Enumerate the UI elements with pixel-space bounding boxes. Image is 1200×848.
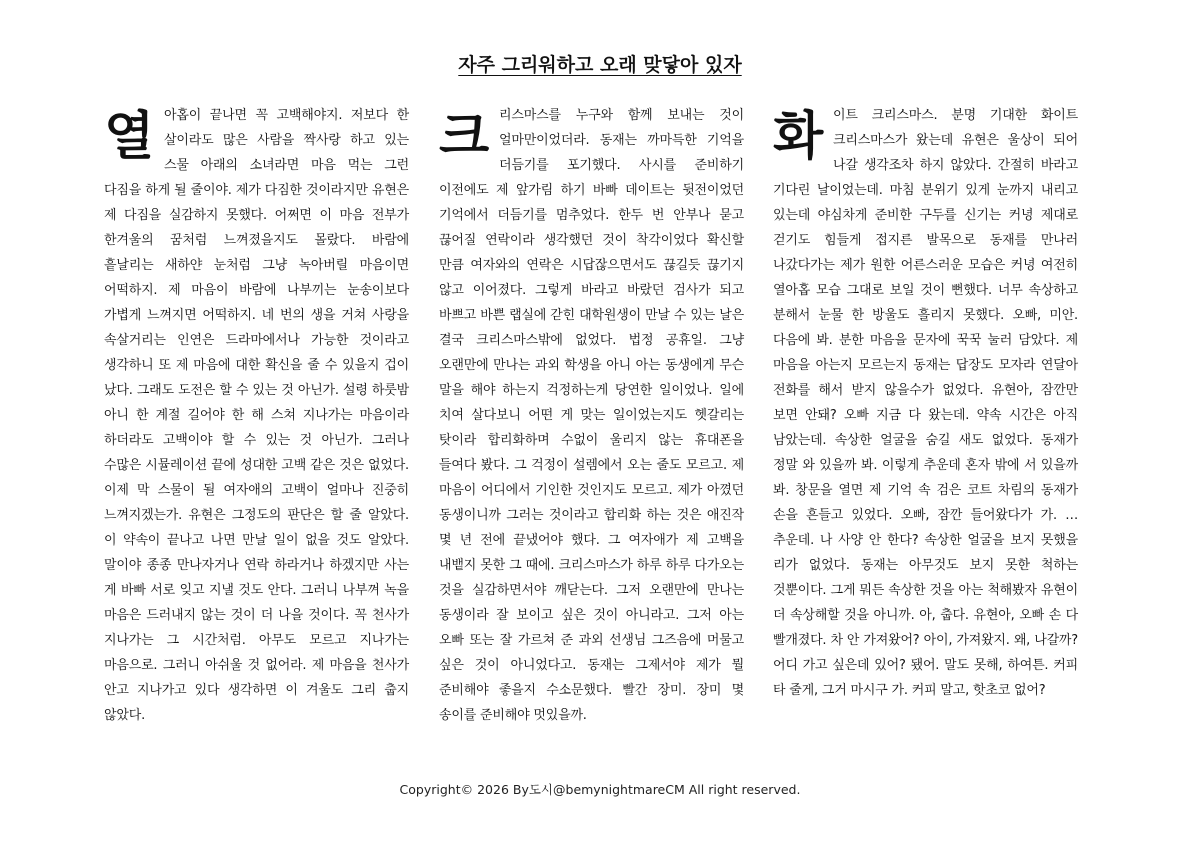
- story-column-3: [773, 103, 1078, 703]
- drop-cap-letter: 크: [439, 107, 490, 167]
- drop-cap-letter: 화: [773, 107, 824, 167]
- drop-cap-letter: 열: [104, 107, 155, 167]
- title-text: 자주 그리워하고 오래 맞닿아 있자: [458, 54, 742, 76]
- column-text: 리스마스를 누구와 함께 보내는 것이 얼마만이었더라. 동재는 까마득한 기억을 더듬기를 포기했다. 사시를 준비하기 이전에도 제 앞가림 하기 바빠 데이트는 뒷전이었던 기억에서 더듬기를 멈추었다. 한두 번 안부나 묻고 끊어질 연락이라 생각했던 것이 착각이었다 확신할 만큼 여자와의 연락은 시답잖으면서도 끊길듯 끊기지 않고 이어졌다. 그렇게 바라고 바랐던 검사가 되고 바쁘고 바쁜 랩실에 갇힌 대학원생이 만날 수 있는 날은 결국 크리스마스밖에 없었다. 법정 공휴일. 그냥 오랜만에 만나는 과외 학생을 아니 아는 동생에게 무슨 말을 해야 하는지 걱정하는게 당연한 일이었나. 일에 치여 살다보니 어떤 게 맞는 일이었는지도 헷갈리는 탓이라 합리화하며 수없이 울리지 않는 휴대폰을 들여다 봤다. 그 걱정이 설렘에서 오는 줄도 모르고. 제 마음이 어디에서 기인한 것인지도 모르고. 제가 아꼈던 동생이니까 그러는 것이라고 합리화 하는 것은 애진작 몇 년 전에 끝냈어야 했다. 그 여자애가 제 고백을 내뱉지 못한 그 때에. 크리스마스가 하루 하루 다가오는 것을 실감하면서야 깨닫는다. 그저 오랜만에 만나는 동생이라 잘 보이고 싶은 것이 아니라고. 그저 아는 오빠 또는 잘 가르쳐 준 과외 선생님 그즈음에 머물고 싶은 것이 아니었다고. 동재는 그제서야 제가 뭘 준비해야 좋을지 수소문했다. 빨간 장미. 장미 몇 송이를 준비해야 멋있을까.: [439, 108, 744, 723]
- column-text: 이트 크리스마스. 분명 기대한 화이트 크리스마스가 왔는데 유현은 울상이 되어 나갈 생각조차 하지 않았다. 간절히 바라고 기다린 날이었는데. 마침 분위기 있게 눈까지 내리고 있는데 야심차게 준비한 구두를 신기는 커녕 제대로 걷기도 힘들게 접지른 발목으로 동재를 만나러 나갔다가는 제가 원한 어른스러운 모습은 커녕 여전히 열아홉 모습 그대로 보일 것이 뻔했다. 너무 속상하고 분해서 눈물 한 방울도 흘리지 못했다. 오빠, 미안. 다음에 봐. 분한 마음을 문자에 꾹꾹 눌러 담았다. 제 마음을 아는지 모르는지 동재는 답장도 모자라 연달아 전화를 해서 받지 않을수가 없었다. 유현아, 잠깐만 보면 안돼? 오빠 지금 다 왔는데. 약속 시간은 아직 남았는데. 속상한 얼굴을 숨길 새도 없었다. 동재가 정말 와 있을까 봐. 이렇게 추운데 혼자 밖에 서 있을까 봐. 창문을 열면 제 기억 속 검은 코트 차림의 동재가 손을 흔들고 있었다. 오빠, 잠깐 들어왔다가 가. …추운데. 나 사양 안 한다? 속상한 얼굴을 보지 못했을 리가 없었다. 동재는 아무것도 보지 못한 척하는 것뿐이다. 그게 뭐든 속상한 것을 아는 척해봤자 유현이 더 속상해할 것을 아니까. 아, 춥다. 유현아, 오빠 손 다 빨개졌다. 차 안 가져왔어? 아이, 가져왔지. 왜, 나갈까? 어디 가고 싶은데 있어? 됐어. 말도 못해, 하여튼. 커피 타 줄게, 그거 마시구 가. 커피 말고, 핫초코 없어?: [773, 108, 1078, 698]
- page-title: [0, 50, 1200, 77]
- copyright-footer: Copyright© 2026 By도시@bemynightmareCM All right reserved.: [399, 782, 801, 797]
- story-column-2: [439, 103, 744, 728]
- column-text: 아홉이 끝나면 꼭 고백해야지. 저보다 한 살이라도 많은 사람을 짝사랑 하고 있는 스물 아래의 소녀라면 마음 먹는 그런 다짐을 하게 될 줄이야. 제가 다짐한 것이라지만 유현은 제 다짐을 실감하지 못했다. 어쩌면 이 마음 전부가 한겨울의 꿈처럼 느껴졌을지도 몰랐다. 바람에 흩날리는 새하얀 눈처럼 그냥 녹아버릴 마음이면 어떡하지. 제 마음이 바람에 나부끼는 눈송이보다 가볍게 느껴지면 어떡하지. 네 번의 생을 거쳐 사랑을 속살거리는 인연은 드라마에서나 가능한 것이라고 생각하니 또 제 마음에 대한 확신을 줄 수 있을지 겁이 났다. 그래도 도전은 할 수 있는 것 아닌가. 설령 하룻밤 아니 한 계절 길어야 한 해 스쳐 지나가는 마음이라 하더라도 고백이야 할 수 있는 것 아닌가. 그러나 수많은 시뮬레이션 끝에 성대한 고백 같은 것은 없었다. 이제 막 스물이 될 여자애의 고백이 얼마나 진중히 느껴지겠는가. 유현은 그정도의 판단은 할 줄 알았다. 이 약속이 끝나고 나면 만날 일이 없을 것도 알았다. 말이야 종종 만나자거나 연락 하라거나 하겠지만 사는 게 바빠 서로 잊고 지낼 것도 안다. 그러니 나부껴 녹을 마음은 드러내지 않는 것이 더 나을 것이다. 꼭 천사가 지나가는 그 시간처럼. 아무도 모르고 지나가는 마음으로. 그러니 아쉬울 것 없어라. 제 마음을 천사가 안고 지나가고 있다 생각하면 이 겨울도 그리 춥지 않았다.: [104, 108, 409, 723]
- story-column-1: [104, 103, 409, 728]
